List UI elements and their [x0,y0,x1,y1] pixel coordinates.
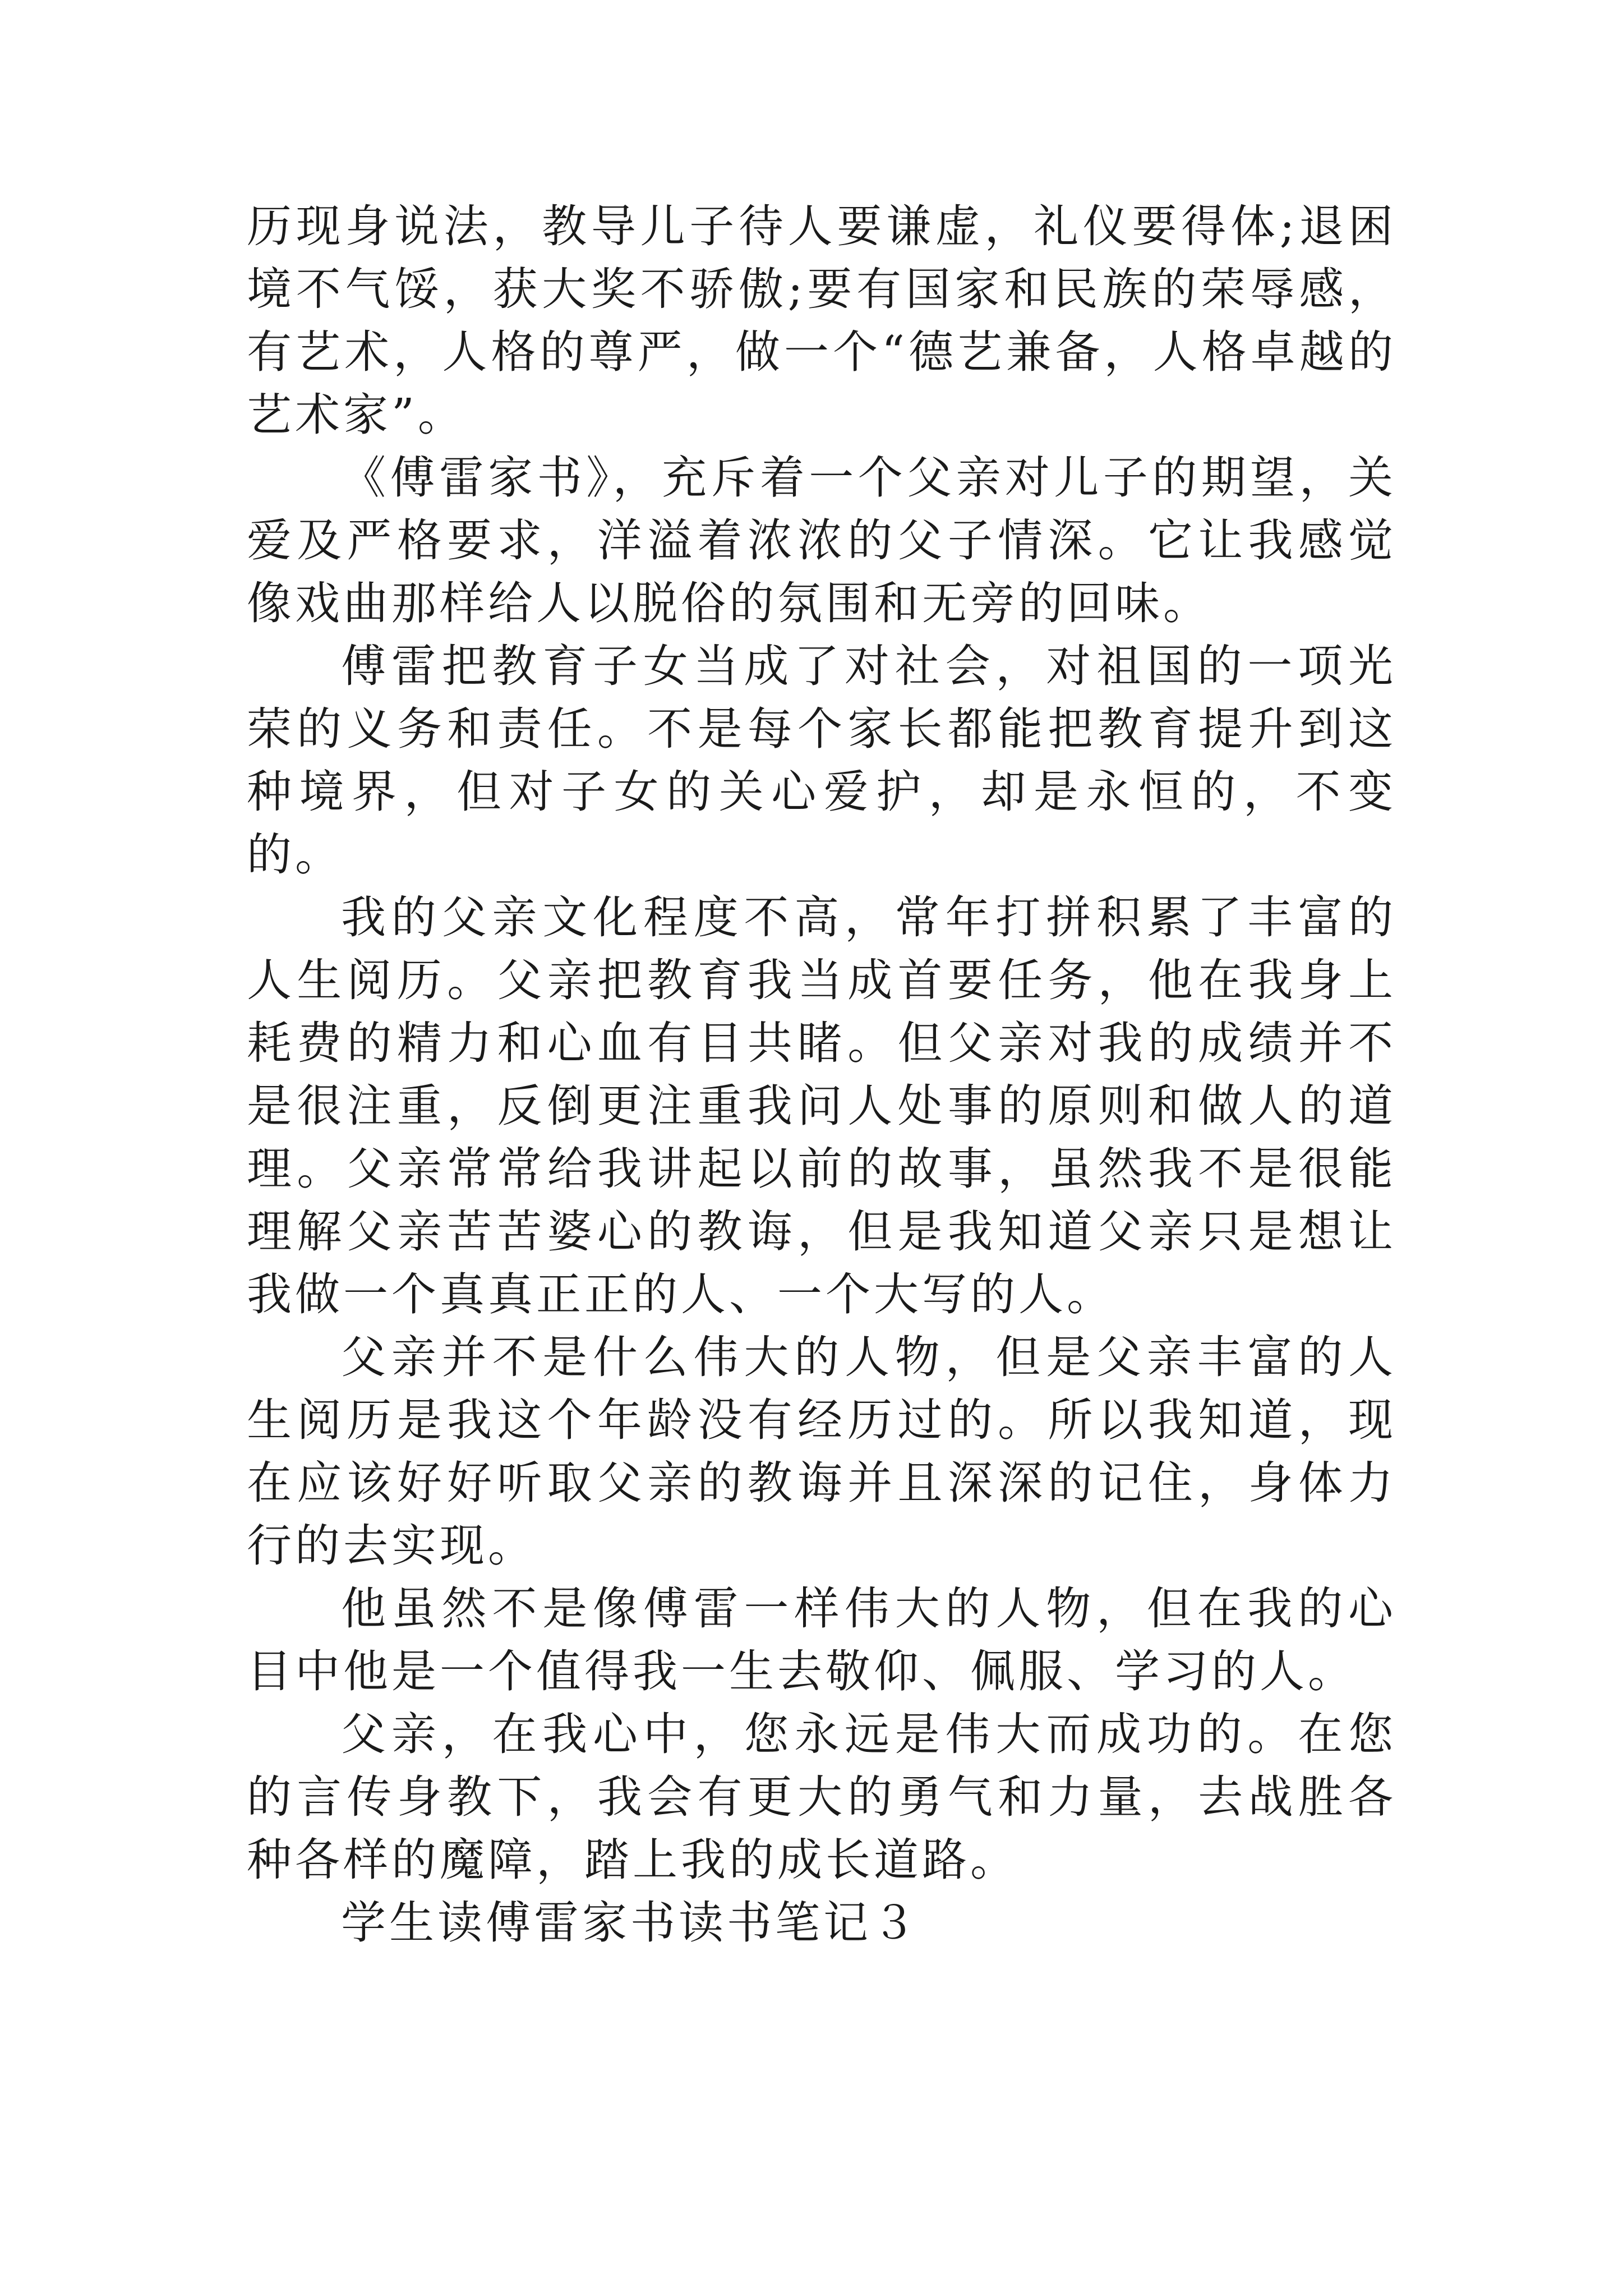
paragraph-1: 历现身说法，教导儿子待人要谦虚，礼仪要得体;退困境不气馁，获大奖不骄傲;要有国家和民族的荣辱感，有艺术，人格的尊严，做一个“德艺兼备，人格卓越的艺术家”。 [247,200,1396,441]
paragraph-3: 傅雷把教育子女当成了对社会，对祖国的一项光荣的义务和责任。不是每个家长都能把教育提升到这种境界，但对子女的关心爱护，却是永恒的，不变的。 [247,640,1396,881]
paragraph-5: 父亲并不是什么伟大的人物，但是父亲丰富的人生阅历是我这个年龄没有经历过的。所以我知道，现在应该好好听取父亲的教诲并且深深的记住，身体力行的去实现。 [247,1331,1396,1572]
paragraph-7: 父亲，在我心中，您永远是伟大而成功的。在您的言传身教下，我会有更大的勇气和力量，去战胜各种各样的魔障，踏上我的成长道路。 [247,1708,1396,1886]
paragraph-4: 我的父亲文化程度不高，常年打拼积累了丰富的人生阅历。父亲把教育我当成首要任务，他在我身上耗费的精力和心血有目共睹。但父亲对我的成绩并不是很注重，反倒更注重我问人处事的原则和做人的道理。父亲常常给我讲起以前的故事，虽然我不是很能理解父亲苦苦婆心的教诲，但是我知道父亲只是想让我做一个真真正正的人、一个大写的人。 [247,891,1396,1320]
paragraph-6: 他虽然不是像傅雷一样伟大的人物，但在我的心目中他是一个值得我一生去敬仰、佩服、学习的人。 [247,1582,1396,1697]
document-body [247,195,1396,1954]
section-heading: 学生读傅雷家书读书笔记３ [341,1897,920,1949]
paragraph-2: 《傅雷家书》，充斥着一个父亲对儿子的期望，关爱及严格要求，洋溢着浓浓的父子情深。它让我感觉像戏曲那样给人以脱俗的氛围和无旁的回味。 [247,452,1396,629]
